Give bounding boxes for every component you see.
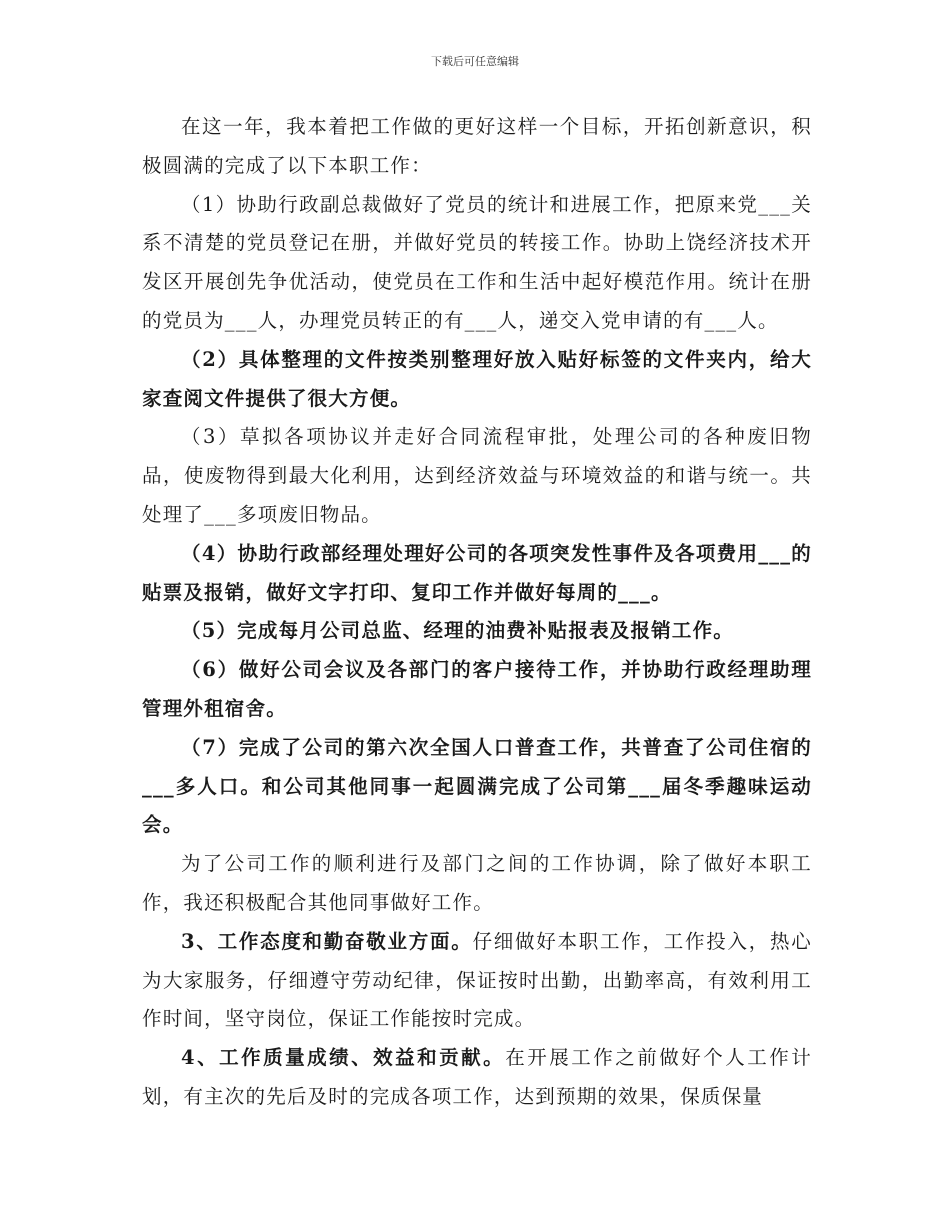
item-5-paragraph: （5）完成每月公司总监、经理的油费补贴报表及报销工作。: [181, 619, 734, 643]
work-quality-heading: 4、工作质量成绩、效益和贡献。: [181, 1046, 506, 1070]
intro-paragraph: 在这一年，我本着把工作做的更好这样一个目标，开拓创新意识，积极圆满的完成了以下本职工作：: [142, 115, 812, 177]
work-quality-paragraph: [142, 1039, 812, 1117]
work-quality-text: 在开展工作之前做好个人工作计划，有主次的先后及时的完成各项工作，达到预期的效果，保质保量: [142, 1046, 812, 1108]
page-header: 下载后可任意编辑: [431, 55, 519, 68]
item-4-paragraph: （4）协助行政部经理处理好公司的各项突发性事件及各项费用___的贴票及报销，做好文字打印、复印工作并做好每周的___。: [142, 541, 812, 604]
work-attitude-heading: 3、工作态度和勤奋敬业方面。: [181, 929, 473, 953]
item-7-paragraph: （7）完成了公司的第六次全国人口普查工作，共普查了公司住宿的___多人口。和公司其他同事一起圆满完成了公司第___届冬季趣味运动会。: [142, 735, 812, 837]
item-3-paragraph: （3）草拟各项协议并走好合同流程审批，处理公司的各种废旧物品，使废物得到最大化利用，达到经济效益与环境效益的和谐与统一。共处理了___多项废旧物品。: [142, 425, 812, 526]
cooperation-paragraph: 为了公司工作的顺利进行及部门之间的工作协调，除了做好本职工作，我还积极配合其他同事做好工作。: [142, 852, 812, 914]
item-6-paragraph: （6）做好公司会议及各部门的客户接待工作，并协助行政经理助理管理外租宿舍。: [142, 658, 812, 720]
document-body: [142, 108, 812, 1117]
work-attitude-text: 仔细做好本职工作，工作投入，热心为大家服务，仔细遵守劳动纪律，保证按时出勤，出勤率高，有效利用工作时间，坚守岗位，保证工作能按时完成。: [142, 929, 812, 1031]
work-attitude-paragraph: [142, 923, 812, 1039]
item-1-paragraph: （1）协助行政副总裁做好了党员的统计和进展工作，把原来党___关系不清楚的党员登记在册，并做好党员的转接工作。协助上饶经济技术开发区开展创先争优活动，使党员在工作和生活中起好模范作用。统计在册的党员为___人，办理党员转正的有___人，递交入党申请的有___人。: [142, 192, 812, 332]
item-2-paragraph: （2）具体整理的文件按类别整理好放入贴好标签的文件夹内，给大家查阅文件提供了很大方便。: [142, 347, 812, 410]
